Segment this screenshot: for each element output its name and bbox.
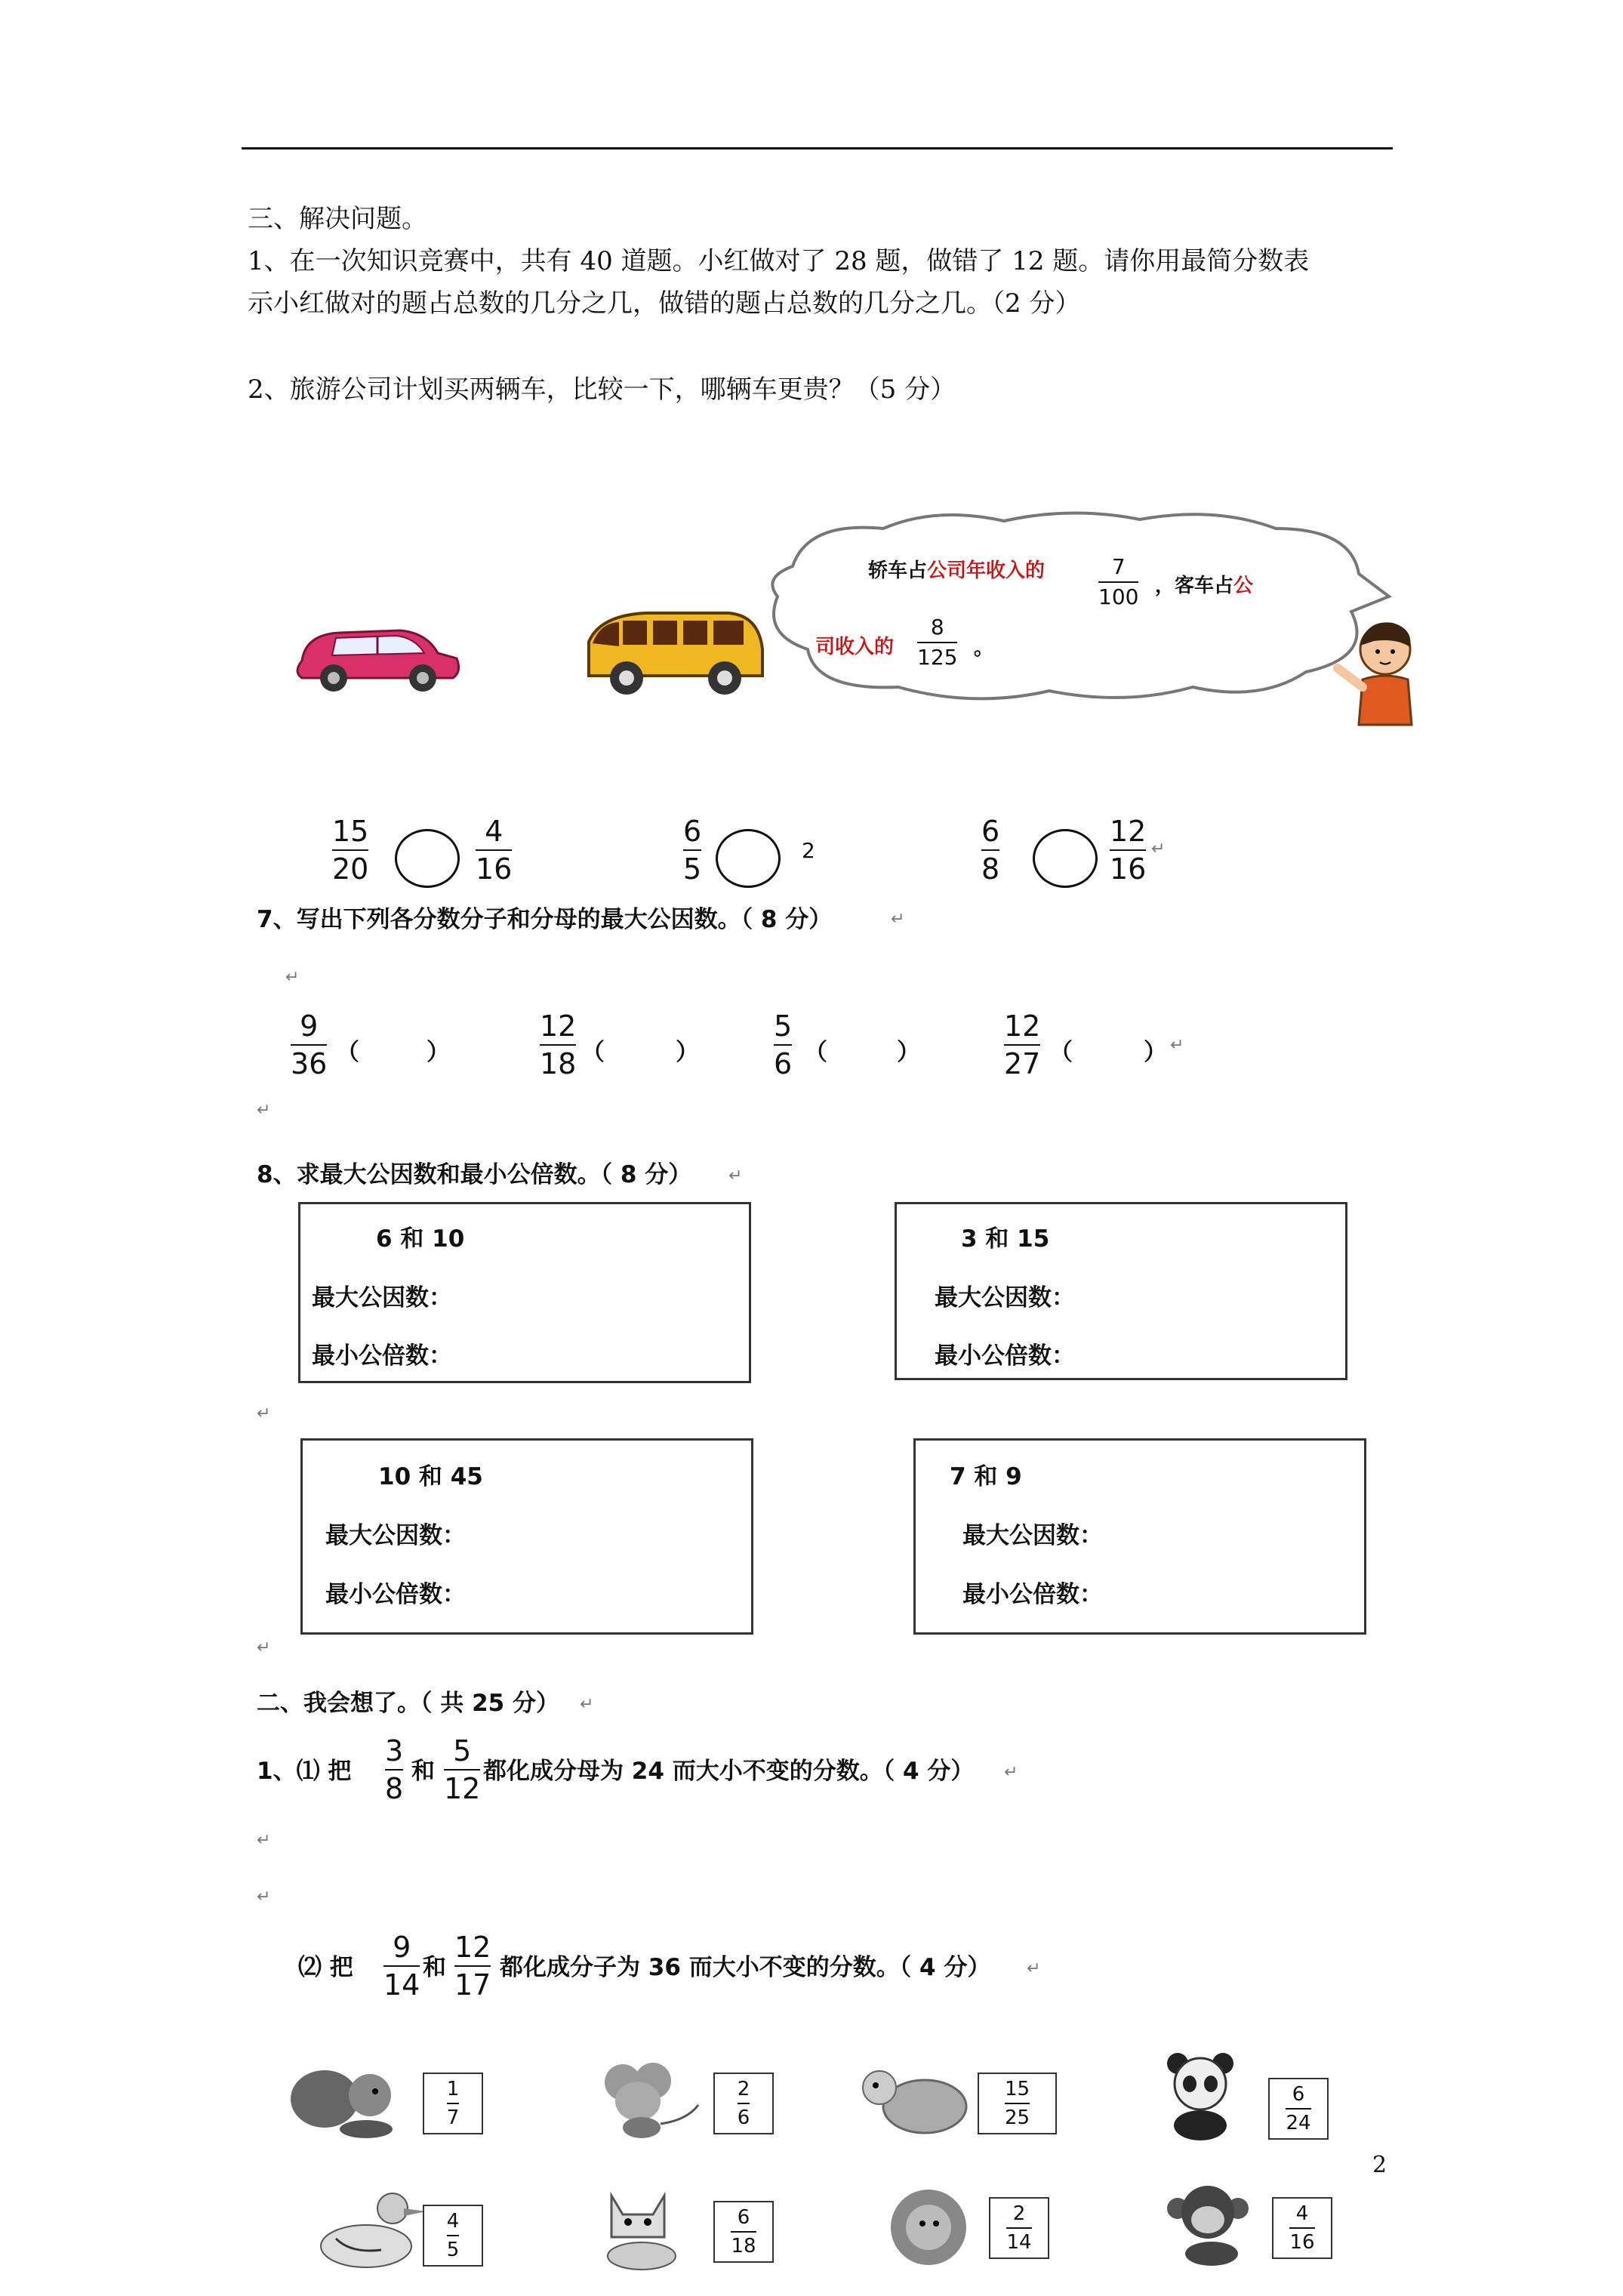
animal-card-monkey-den: 16 bbox=[1289, 2231, 1315, 2254]
section2-title: 二、我会想了。（ 共 25 分） bbox=[257, 1690, 560, 1717]
p1-suffix: 都化成分母为 24 而大小不变的分数。（ 4 分） bbox=[483, 1758, 975, 1785]
q7-item-2-den: 18 bbox=[540, 1047, 577, 1080]
animal-card-mouse bbox=[713, 2073, 774, 2134]
compare-2-left-den: 5 bbox=[683, 852, 702, 886]
animal-card-panda-num: 6 bbox=[1292, 2083, 1305, 2106]
q7-item-1-num: 9 bbox=[300, 1009, 319, 1043]
p2-and: 和 bbox=[423, 1954, 446, 1981]
q8-box-3-pair: 10 和 45 bbox=[378, 1463, 483, 1490]
q8-box-1-pair: 6 和 10 bbox=[376, 1225, 465, 1253]
q8-box-2-gcd-label: 最大公因数： bbox=[935, 1284, 1075, 1311]
q7-close-paren: ） bbox=[427, 1039, 450, 1066]
bus-illustration bbox=[577, 604, 766, 702]
compare-3-right-num: 12 bbox=[1110, 815, 1147, 848]
p2-fraction-1 bbox=[383, 1931, 420, 2001]
animal-card-cat-num: 6 bbox=[737, 2206, 750, 2229]
animal-card-cat-fraction bbox=[731, 2206, 756, 2257]
duck-picture bbox=[306, 2186, 434, 2276]
compare-2-left bbox=[683, 815, 701, 885]
p1-fraction-2 bbox=[444, 1735, 480, 1804]
q7-close-paren: ） bbox=[897, 1039, 920, 1066]
q7-title: 7、写出下列各分数分子和分母的最大公因数。（ 8 分） bbox=[257, 906, 833, 933]
q7-item-3 bbox=[774, 1010, 792, 1080]
animal-card-hedgehog-den: 14 bbox=[1006, 2231, 1032, 2254]
q7-close-paren: ） bbox=[676, 1039, 699, 1066]
bubble-fraction-1 bbox=[1098, 555, 1138, 609]
animal-card-turtle-fraction bbox=[1005, 2078, 1030, 2129]
bubble-text-1: 轿车占 bbox=[868, 559, 928, 582]
p2-fraction-2-den: 17 bbox=[454, 1968, 491, 2002]
q8-box-1-gcd-label: 最大公因数： bbox=[312, 1284, 452, 1311]
return-mark: ↵ bbox=[728, 1166, 743, 1185]
animal-card-hedgehog bbox=[989, 2197, 1049, 2259]
q8-title: 8、求最大公因数和最小公倍数。（ 8 分） bbox=[257, 1161, 692, 1188]
animal-card-duck-fraction bbox=[447, 2210, 460, 2261]
q8-box-4-pair: 7 和 9 bbox=[950, 1463, 1022, 1490]
compare-1-right-num: 4 bbox=[485, 815, 504, 848]
animal-card-squirrel-num: 1 bbox=[446, 2078, 460, 2100]
hedgehog-picture bbox=[868, 2182, 996, 2273]
return-mark: ↵ bbox=[257, 1831, 271, 1850]
return-mark: ↵ bbox=[285, 968, 300, 987]
return-mark: ↵ bbox=[257, 1101, 271, 1120]
q8-box-2-pair: 3 和 15 bbox=[961, 1225, 1050, 1253]
bubble-text-2: 公司年收入的 bbox=[927, 559, 1046, 582]
compare-3-left-den: 8 bbox=[981, 852, 1000, 886]
compare-1-right bbox=[476, 815, 512, 885]
compare-3-right-den: 16 bbox=[1110, 852, 1147, 886]
q7-item-2 bbox=[540, 1010, 576, 1080]
q7-open-paren: （ bbox=[804, 1039, 827, 1066]
q8-box-1-lcm-label: 最小公倍数： bbox=[312, 1342, 452, 1370]
p1-fraction-1 bbox=[385, 1735, 403, 1804]
compare-1-left-den: 20 bbox=[332, 852, 369, 886]
p2-fraction-2-num: 12 bbox=[454, 1931, 491, 1964]
animal-card-cat bbox=[713, 2201, 774, 2263]
animal-card-panda-den: 24 bbox=[1286, 2112, 1311, 2134]
speech-bubble bbox=[747, 506, 1397, 710]
animal-card-mouse-den: 6 bbox=[737, 2106, 750, 2129]
q7-item-3-num: 5 bbox=[774, 1009, 793, 1043]
q7-item-4 bbox=[1004, 1010, 1040, 1080]
section3-title: 三、解决问题。 bbox=[248, 204, 427, 234]
animal-card-duck-num: 4 bbox=[446, 2210, 460, 2233]
animal-card-cat-den: 18 bbox=[731, 2235, 756, 2257]
turtle-picture bbox=[853, 2054, 981, 2144]
return-mark: ↵ bbox=[891, 910, 905, 929]
q2-text: 2、旅游公司计划买两辆车，比较一下，哪辆车更贵？（5 分） bbox=[248, 374, 956, 405]
bubble-text-3: ，客车占 bbox=[1155, 575, 1234, 597]
boy-illustration bbox=[1329, 615, 1434, 729]
p2-fraction-2 bbox=[454, 1931, 491, 2001]
animal-card-duck bbox=[423, 2205, 483, 2267]
animal-card-monkey-fraction bbox=[1289, 2202, 1314, 2254]
bubble-line1-end bbox=[1155, 570, 1253, 598]
animal-card-turtle-den: 25 bbox=[1004, 2106, 1030, 2129]
q1-line2: 示小红做对的题占总数的几分之几，做错的题占总数的几分之几。（2 分） bbox=[248, 288, 1081, 319]
animal-card-squirrel bbox=[423, 2073, 483, 2134]
p1-fraction-1-den: 8 bbox=[385, 1772, 404, 1805]
page-number: 2 bbox=[1372, 2152, 1387, 2178]
car-illustration bbox=[287, 612, 468, 695]
p1-fraction-2-num: 5 bbox=[453, 1734, 472, 1767]
p2-prefix: ⑵ 把 bbox=[298, 1954, 353, 1981]
animal-card-squirrel-fraction bbox=[447, 2078, 460, 2129]
q7-item-4-den: 27 bbox=[1004, 1047, 1041, 1080]
compare-3-left-num: 6 bbox=[981, 815, 1000, 848]
return-mark: ↵ bbox=[580, 1695, 594, 1714]
p1-and: 和 bbox=[411, 1758, 435, 1785]
compare-1-left-num: 15 bbox=[332, 815, 369, 848]
bubble-fraction-2 bbox=[917, 615, 957, 670]
animal-card-hedgehog-fraction bbox=[1006, 2202, 1031, 2254]
q7-item-1 bbox=[291, 1010, 327, 1080]
q1-line1: 1、在一次知识竞赛中，共有 40 道题。小红做对了 28 题，做错了 12 题。请你用最简分数表 bbox=[248, 246, 1310, 276]
compare-2-right: 2 bbox=[802, 838, 815, 863]
compare-2-left-num: 6 bbox=[683, 815, 702, 848]
p2-fraction-1-den: 14 bbox=[383, 1968, 420, 2002]
return-mark: ↵ bbox=[257, 1638, 271, 1657]
bubble-text-5: 司收入的 bbox=[815, 636, 895, 658]
return-mark: ↵ bbox=[1151, 840, 1166, 858]
return-mark: ↵ bbox=[257, 1888, 271, 1906]
q7-item-3-den: 6 bbox=[774, 1047, 793, 1080]
q8-box-4-lcm-label: 最小公倍数： bbox=[962, 1581, 1103, 1608]
q7-item-2-num: 12 bbox=[540, 1009, 577, 1043]
bubble-fraction-1-den: 100 bbox=[1098, 584, 1139, 609]
q8-box-4-gcd-label: 最大公因数： bbox=[962, 1522, 1103, 1549]
bubble-text-6: 。 bbox=[974, 637, 994, 660]
animal-card-mouse-fraction bbox=[738, 2078, 750, 2129]
cat-picture bbox=[581, 2180, 710, 2271]
animal-card-mouse-num: 2 bbox=[737, 2078, 750, 2100]
animal-card-hedgehog-num: 2 bbox=[1012, 2202, 1026, 2225]
animal-card-squirrel-den: 7 bbox=[446, 2106, 460, 2129]
animal-card-panda-fraction bbox=[1286, 2083, 1310, 2134]
animal-card-turtle bbox=[978, 2073, 1057, 2134]
p1-prefix: 1、⑴ 把 bbox=[257, 1758, 352, 1785]
compare-1-circle[interactable] bbox=[395, 829, 460, 888]
return-mark: ↵ bbox=[257, 1404, 271, 1423]
q8-box-2 bbox=[895, 1202, 1347, 1380]
p2-fraction-1-num: 9 bbox=[393, 1931, 411, 1964]
p1-fraction-2-den: 12 bbox=[444, 1772, 481, 1805]
squirrel-picture bbox=[283, 2054, 411, 2144]
header-rule bbox=[242, 147, 1393, 149]
q7-close-paren: ） bbox=[1144, 1039, 1167, 1066]
p1-fraction-1-num: 3 bbox=[385, 1734, 404, 1767]
bubble-fraction-2-num: 8 bbox=[930, 615, 944, 639]
bubble-text-4: 公 bbox=[1233, 575, 1254, 597]
panda-picture bbox=[1147, 2050, 1276, 2140]
q8-box-4 bbox=[913, 1438, 1366, 1635]
return-mark: ↵ bbox=[1170, 1036, 1184, 1055]
q8-box-3 bbox=[300, 1438, 753, 1635]
animal-card-duck-den: 5 bbox=[446, 2239, 460, 2261]
q7-open-paren: （ bbox=[336, 1039, 359, 1066]
compare-2-circle[interactable] bbox=[716, 829, 781, 888]
compare-3-circle[interactable] bbox=[1033, 829, 1098, 888]
q7-item-1-den: 36 bbox=[291, 1047, 328, 1080]
animal-card-turtle-num: 15 bbox=[1004, 2078, 1030, 2100]
animal-card-panda bbox=[1268, 2078, 1329, 2140]
q8-box-3-gcd-label: 最大公因数： bbox=[325, 1522, 466, 1549]
q8-box-2-lcm-label: 最小公倍数： bbox=[935, 1342, 1075, 1370]
animal-card-monkey bbox=[1272, 2197, 1332, 2259]
bubble-fraction-1-num: 7 bbox=[1111, 554, 1126, 579]
return-mark: ↵ bbox=[1027, 1959, 1041, 1978]
compare-3-left bbox=[981, 815, 999, 885]
monkey-picture bbox=[1155, 2178, 1283, 2269]
q7-open-paren: （ bbox=[581, 1039, 605, 1066]
q8-box-1 bbox=[298, 1202, 751, 1383]
compare-1-right-den: 16 bbox=[476, 852, 513, 886]
bubble-fraction-2-den: 125 bbox=[917, 645, 958, 670]
animal-card-monkey-num: 4 bbox=[1295, 2202, 1309, 2225]
return-mark: ↵ bbox=[1004, 1763, 1018, 1782]
compare-1-left bbox=[332, 815, 368, 885]
p2-suffix: 都化成分子为 36 而大小不变的分数。（ 4 分） bbox=[500, 1954, 991, 1981]
q7-open-paren: （ bbox=[1049, 1039, 1073, 1066]
bubble-line1 bbox=[868, 555, 1045, 583]
mouse-picture bbox=[581, 2052, 710, 2143]
q7-item-4-num: 12 bbox=[1004, 1009, 1041, 1043]
q8-box-3-lcm-label: 最小公倍数： bbox=[325, 1581, 466, 1608]
compare-3-right bbox=[1110, 815, 1146, 885]
